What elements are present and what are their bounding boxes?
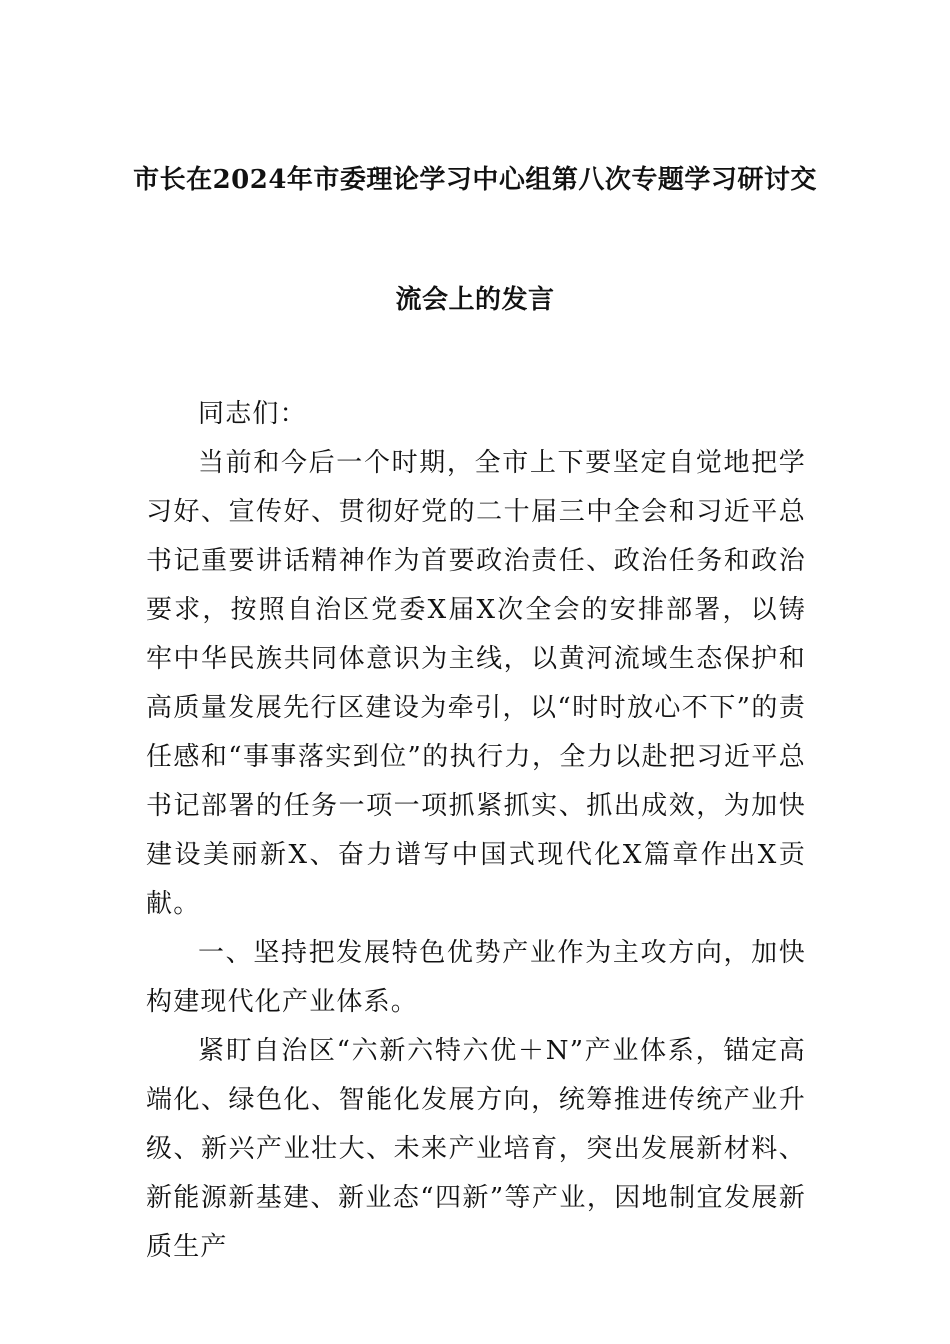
section-heading-1: 一、坚持把发展特色优势产业作为主攻方向，加快构建现代化产业体系。	[146, 938, 806, 1017]
salutation: 同志们：	[198, 399, 307, 429]
paragraph-section-1: 紧盯自治区“六新六特六优＋N”产业体系，锚定高端化、绿色化、智能化发展方向，统筹推进传统产业升级、新兴产业壮大、未来产业培育，突出发展新材料、新能源新基建、新业态“四新”等产业，因地制宜发展新质生产	[146, 1036, 806, 1262]
document-title-line-2: 流会上的发言	[395, 285, 555, 315]
document-body	[146, 390, 806, 1272]
paragraph-intro: 当前和今后一个时期，全市上下要坚定自觉地把学习好、宣传好、贯彻好党的二十届三中全会和习近平总书记重要讲话精神作为首要政治责任、政治任务和政治要求，按照自治区党委X届X次全会的安排部署，以铸牢中华民族共同体意识为主线，以黄河流域生态保护和高质量发展先行区建设为牵引，以“时时放心不下”的责任感和“事事落实到位”的执行力，全力以赴把习近平总书记部署的任务一项一项抓紧抓实、抓出成效，为加快建设美丽新X、奋力谱写中国式现代化X篇章作出X贡献。	[146, 448, 806, 919]
document-title-line-1: 市长在2024年市委理论学习中心组第八次专题学习研讨交	[133, 165, 817, 195]
